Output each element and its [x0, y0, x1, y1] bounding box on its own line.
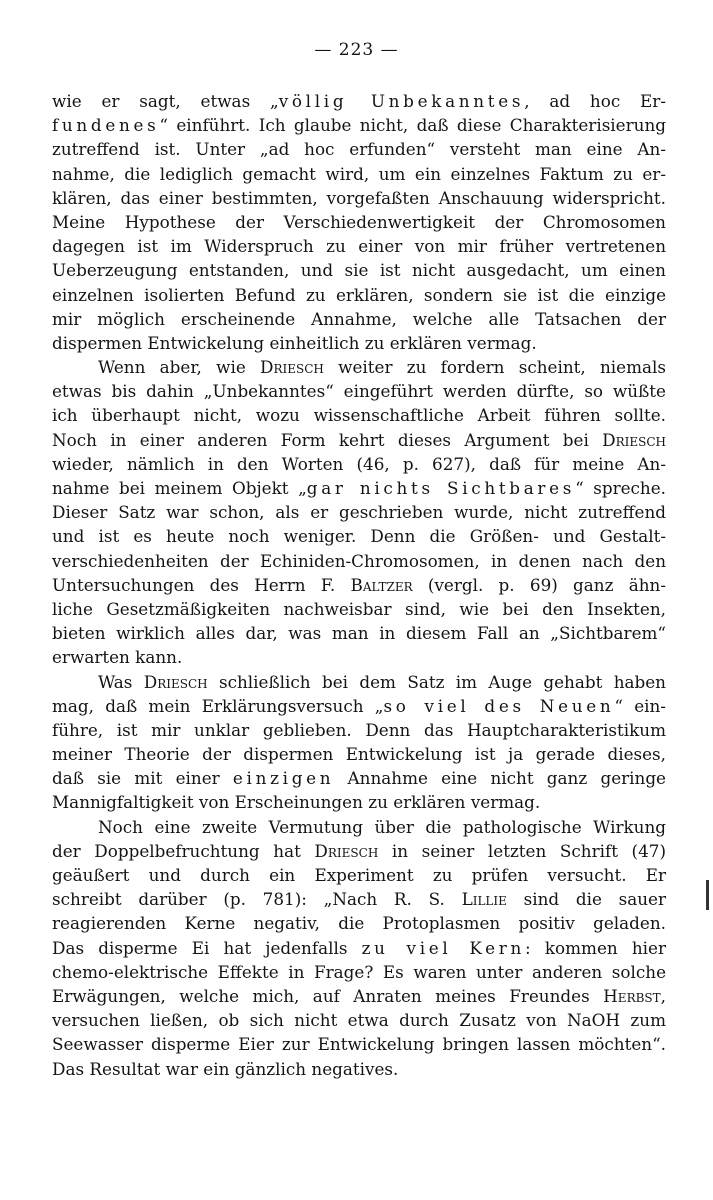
author-name: Driesch	[143, 671, 208, 692]
text-run: Erwägungen, welche mich, auf Anraten meines Freundes	[52, 985, 604, 1006]
spaced-emphasis: gar nichts Sichtbares	[306, 478, 576, 498]
text-run: nahme, die lediglich gemacht wird, um ein einzelnes Faktum zu er-	[52, 163, 666, 184]
text-run: sind die sauer	[506, 889, 666, 910]
text-run: Das Resultat war ein gänzlich negatives.	[52, 1058, 399, 1079]
text-run: : kommen hier	[525, 937, 666, 958]
text-line	[52, 379, 666, 403]
text-run: Seewasser disperme Eier zur Entwickelung bringen lassen möchten“.	[52, 1034, 666, 1055]
text-line	[52, 355, 666, 379]
text-run: schließlich bei dem Satz im Auge gehabt haben	[207, 671, 666, 692]
text-line	[52, 113, 666, 137]
text-run: Dieser Satz war schon, als er geschrieben wurde, nicht zutreffend	[52, 502, 666, 523]
text-line	[52, 162, 666, 186]
author-name: Driesch	[602, 429, 666, 450]
text-line	[52, 89, 666, 113]
text-run: Annahme eine nicht ganz geringe	[334, 768, 666, 789]
text-run: verschiedenheiten der Echiniden-Chromosomen, in denen nach den	[52, 550, 666, 571]
text-run: Das disperme Ei hat jedenfalls	[52, 937, 362, 958]
text-line	[52, 766, 666, 790]
text-run: chemo-elektrische Effekte in Frage? Es waren unter anderen solche	[52, 961, 666, 982]
text-line	[52, 234, 666, 258]
text-run: (vergl. p. 69) ganz ähn-	[412, 574, 666, 595]
text-line	[52, 258, 666, 282]
spaced-emphasis: so viel des Neuen	[383, 695, 615, 716]
text-line	[52, 742, 666, 766]
text-run: mir möglich erscheinende Annahme, welche alle Tatsachen der	[52, 308, 666, 329]
text-run: Meine Hypothese der Verschiedenwertigkeit der Chromosomen	[52, 211, 666, 232]
text-run: Mannigfaltigkeit von Erscheinungen zu erklären vermag.	[52, 792, 541, 813]
text-line	[52, 186, 666, 210]
text-line	[52, 137, 666, 161]
text-run: klären, das einer bestimmten, vorgefaßten Anschauung widerspricht.	[52, 187, 666, 208]
body-text	[52, 89, 666, 1081]
text-run: “ spreche.	[575, 478, 666, 498]
text-line	[52, 839, 666, 863]
text-line	[52, 790, 666, 814]
text-run: dagegen ist im Widerspruch zu einer von mir früher vertretenen	[52, 236, 666, 257]
text-run: weiter zu fordern scheint, niemals	[323, 357, 666, 378]
text-run: wie er sagt, etwas „	[52, 91, 279, 111]
text-line	[52, 718, 666, 742]
text-line	[52, 911, 666, 935]
author-name: Baltzer	[350, 574, 413, 595]
text-run: geäußert und durch ein Experiment zu prüfen versucht. Er	[52, 865, 666, 885]
text-run: liche Gesetzmäßigkeiten nachweisbar sind, wie bei den Insekten,	[52, 598, 666, 619]
text-line	[52, 428, 666, 452]
text-line	[52, 549, 666, 573]
text-run: Was	[98, 671, 144, 692]
text-run: etwas bis dahin „Unbekanntes“ eingeführt werden dürfte, so wüßte	[52, 381, 666, 402]
text-line	[52, 452, 666, 476]
spaced-emphasis: fundenes	[52, 115, 160, 136]
text-line	[52, 936, 666, 960]
text-run: Noch eine zweite Vermutung über die pathologische Wirkung	[98, 816, 666, 837]
text-run: einzelnen isolierten Befund zu erklären, sondern sie ist die einzige	[52, 284, 666, 305]
text-run: mag, daß mein Erklärungsversuch „	[52, 695, 384, 716]
text-run: Untersuchungen des Herrn F.	[52, 574, 351, 595]
text-line	[52, 670, 666, 694]
author-name: Driesch	[314, 840, 379, 861]
text-run: meiner Theorie der dispermen Entwickelung ist ja gerade dieses,	[52, 744, 666, 765]
text-run: nahme bei meinem Objekt „	[52, 478, 307, 498]
page-number: — 223 —	[314, 40, 399, 60]
text-line	[52, 863, 666, 887]
text-line	[52, 887, 666, 911]
text-line	[52, 403, 666, 427]
text-run: wieder, nämlich in den Worten (46, p. 627), daß für meine An-	[52, 453, 666, 474]
text-line	[52, 1032, 666, 1056]
text-line	[52, 283, 666, 307]
text-run: führe, ist mir unklar geblieben. Denn das Hauptcharakteristikum	[52, 719, 666, 740]
text-run: dispermen Entwickelung einheitlich zu erklären vermag.	[52, 332, 537, 353]
text-line	[52, 621, 666, 645]
text-line	[52, 960, 666, 984]
text-line	[52, 645, 666, 669]
text-line	[52, 694, 666, 718]
text-run: versuchen ließen, ob sich nicht etwa durch Zusatz von NaOH zum	[52, 1010, 666, 1031]
text-run: bieten wirklich alles dar, was man in diesem Fall an „Sichtbarem“	[52, 623, 666, 644]
text-line	[52, 573, 666, 597]
text-run: zutreffend ist. Unter „ad hoc erfunden“ versteht man eine An-	[52, 139, 666, 160]
page-edge-mark	[706, 880, 709, 910]
text-run: Ueberzeugung entstanden, und sie ist nicht ausgedacht, um einen	[52, 260, 666, 281]
text-run: in seiner letzten Schrift (47)	[378, 840, 666, 861]
text-run: “ ein-	[614, 695, 666, 716]
author-name: Lillie	[461, 889, 507, 910]
text-run: ,	[660, 985, 666, 1006]
text-line	[52, 597, 666, 621]
text-line	[52, 815, 666, 839]
text-line	[52, 984, 666, 1008]
text-line	[52, 476, 666, 500]
text-run: und ist es heute noch weniger. Denn die Größen- und Gestalt-	[52, 526, 666, 547]
author-name: Herbst	[603, 985, 661, 1006]
text-run: ich überhaupt nicht, wozu wissenschaftliche Arbeit führen sollte.	[52, 405, 666, 426]
text-run: daß sie mit einer	[52, 768, 233, 789]
text-line	[52, 331, 666, 355]
text-line	[52, 210, 666, 234]
text-line	[52, 307, 666, 331]
author-name: Driesch	[260, 357, 324, 378]
spaced-emphasis: völlig Unbekanntes	[278, 91, 525, 111]
text-run: der Doppelbefruchtung hat	[52, 840, 315, 861]
text-run: erwarten kann.	[52, 647, 183, 668]
text-run: reagierenden Kerne negativ, die Protoplasmen positiv geladen.	[52, 913, 666, 934]
spaced-emphasis: zu viel Kern	[361, 937, 525, 958]
text-line	[52, 1057, 666, 1081]
text-run: Noch in einer anderen Form kehrt dieses Argument bei	[52, 429, 603, 450]
text-line	[52, 500, 666, 524]
text-run: , ad hoc Er-	[524, 91, 666, 111]
text-run: schreibt darüber (p. 781): „Nach R. S.	[52, 889, 462, 910]
text-line	[52, 524, 666, 548]
text-run: Wenn aber, wie	[98, 357, 261, 378]
spaced-emphasis: einzigen	[232, 768, 335, 789]
text-line	[52, 1008, 666, 1032]
text-run: “ einführt. Ich glaube nicht, daß diese Charakterisierung	[159, 115, 666, 136]
